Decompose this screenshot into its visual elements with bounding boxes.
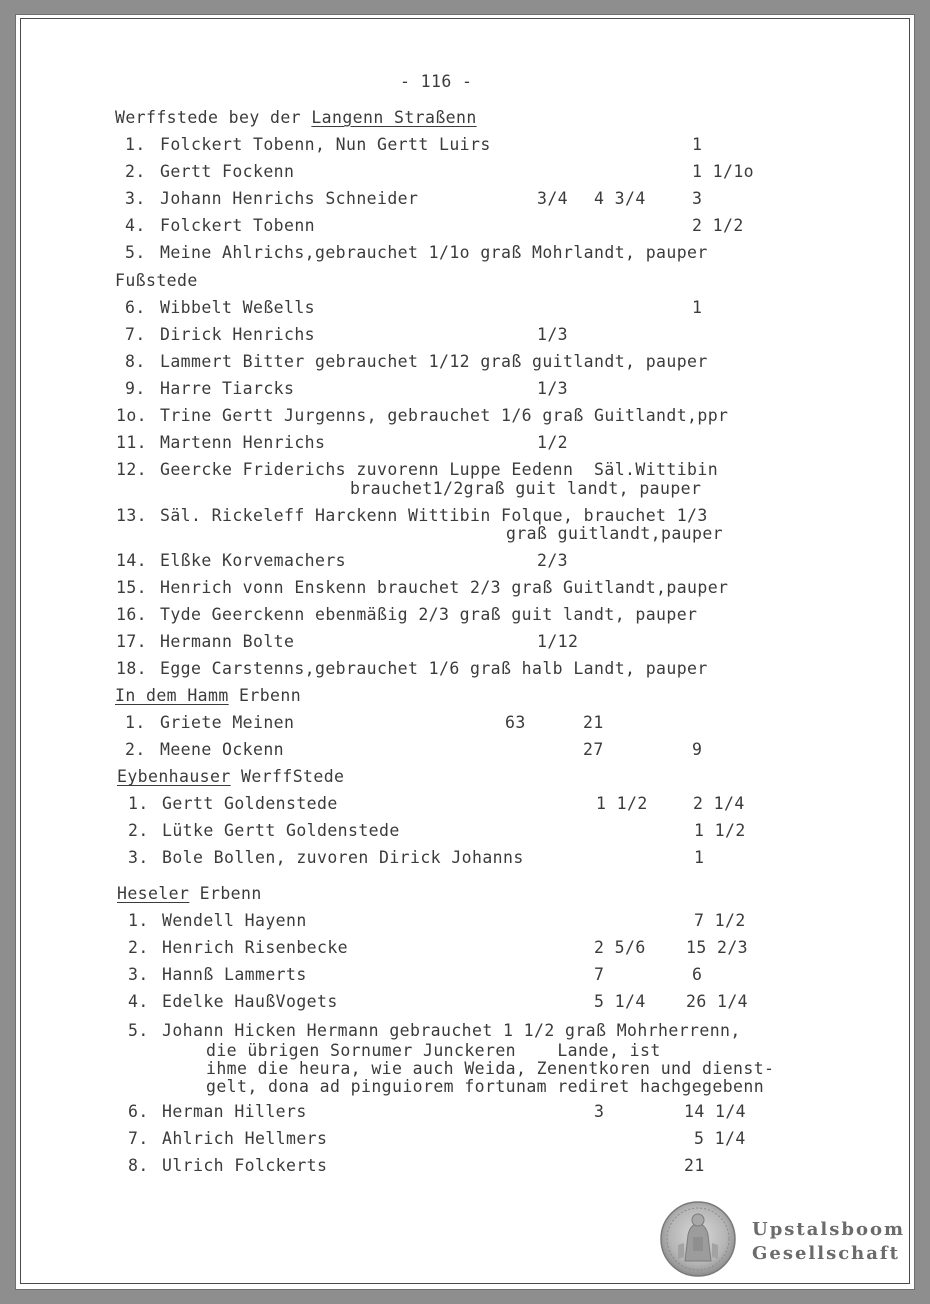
entry-name: Hermann Bolte <box>160 632 295 651</box>
entry-value: 1/2 <box>537 433 569 452</box>
entry-name: Griete Meinen <box>160 713 295 732</box>
document-page <box>16 15 914 1289</box>
entry-number: 13. <box>116 506 148 525</box>
entry-value: 2 5/6 <box>594 938 646 957</box>
entry-name: Elßke Korvemachers <box>160 551 347 570</box>
entry-number: 1o. <box>116 406 148 425</box>
entry-name: Folckert Tobenn, Nun Gertt Luirs <box>160 135 491 154</box>
entry-number: 9. <box>125 379 146 398</box>
entry-name: Henrich vonn Enskenn brauchet 2/3 graß Guitlandt,pauper <box>160 578 729 597</box>
entry-value: 21 <box>583 713 604 732</box>
entry-name: Johann Henrichs Schneider <box>160 189 419 208</box>
entry-number: 2. <box>125 740 146 759</box>
brand-name-line2: Gesellschaft <box>752 1243 900 1264</box>
entry-name: Herman Hillers <box>162 1102 307 1121</box>
entry-value: 7 1/2 <box>694 911 746 930</box>
entry-value: 1/12 <box>537 632 579 651</box>
entry-number: 4. <box>128 992 149 1011</box>
entry-number: 14. <box>116 551 148 570</box>
brand-name-line1: Upstalsboom <box>752 1219 906 1240</box>
entry-continuation: brauchet1/2graß guit landt, pauper <box>350 479 702 498</box>
heading-underlined: Heseler <box>117 884 190 903</box>
entry-value: 3/4 <box>537 189 569 208</box>
entry-value: 5 1/4 <box>594 992 646 1011</box>
entry-value: 15 2/3 <box>686 938 749 957</box>
entry-name: Bole Bollen, zuvoren Dirick Johanns <box>162 848 524 867</box>
seal-icon <box>660 1201 736 1277</box>
entry-number: 12. <box>116 460 148 479</box>
entry-number: 1. <box>125 713 146 732</box>
entry-number: 6. <box>128 1102 149 1121</box>
entry-value: 3 <box>594 1102 605 1121</box>
entry-name: Geercke Friderichs zuvorenn Luppe Eedenn Säl.Wittibin <box>160 460 719 479</box>
entry-name: Meine Ahlrichs,gebrauchet 1/1o graß Mohrlandt, pauper <box>160 243 708 262</box>
entry-name: Lütke Gertt Goldenstede <box>162 821 400 840</box>
entry-name: Martenn Henrichs <box>160 433 326 452</box>
entry-continuation: ihme die heura, wie auch Weida, Zenentkoren und dienst- <box>206 1059 775 1078</box>
entry-name: Wibbelt Weßells <box>160 298 316 317</box>
entry-number: 18. <box>116 659 148 678</box>
entry-name: Wendell Hayenn <box>162 911 307 930</box>
entry-number: 3. <box>125 189 146 208</box>
section-heading-fuss: Fußstede <box>115 271 198 290</box>
entry-continuation: gelt, dona ad pinguiorem fortunam rediret hachgegebenn <box>206 1077 765 1096</box>
entry-number: 1. <box>125 135 146 154</box>
entry-value: 2 1/4 <box>693 794 745 813</box>
entry-value: 4 3/4 <box>594 189 646 208</box>
entry-name: Dirick Henrichs <box>160 325 316 344</box>
entry-number: 1. <box>128 794 149 813</box>
heading-suffix: WerffStede <box>230 767 345 786</box>
heading-suffix: Erbenn <box>189 884 262 903</box>
section-heading-langen <box>115 110 477 127</box>
entry-number: 3. <box>128 848 149 867</box>
entry-name: Johann Hicken Hermann gebrauchet 1 1/2 graß Mohrherrenn, <box>162 1021 741 1040</box>
entry-value: 2/3 <box>537 551 569 570</box>
entry-name: Lammert Bitter gebrauchet 1/12 graß guitlandt, pauper <box>160 352 708 371</box>
entry-value: 1 <box>694 848 705 867</box>
section-heading-heseler <box>117 886 262 903</box>
entry-number: 6. <box>125 298 146 317</box>
heading-underlined: Eybenhauser <box>117 767 231 786</box>
entry-number: 2. <box>125 162 146 181</box>
entry-name: Hannß Lammerts <box>162 965 307 984</box>
entry-value: 5 1/4 <box>694 1129 746 1148</box>
entry-continuation: die übrigen Sornumer Junckeren Lande, ist <box>206 1041 661 1060</box>
entry-value: 9 <box>692 740 703 759</box>
entry-name: Säl. Rickeleff Harckenn Wittibin Folque, brauchet 1/3 <box>160 506 708 525</box>
entry-number: 2. <box>128 821 149 840</box>
heading-underlined: In dem Hamm <box>115 686 229 705</box>
entry-name: Henrich Risenbecke <box>162 938 349 957</box>
section-heading-eybenhauser <box>117 769 344 786</box>
entry-name: Trine Gertt Jurgenns, gebrauchet 1/6 graß Guitlandt,ppr <box>160 406 729 425</box>
entry-value: 3 <box>692 189 703 208</box>
heading-prefix: Werffstede bey der <box>115 108 312 127</box>
entry-name: Gertt Fockenn <box>160 162 295 181</box>
entry-name: Ahlrich Hellmers <box>162 1129 328 1148</box>
section-heading-hamm <box>115 688 301 705</box>
entry-value: 63 <box>505 713 526 732</box>
entry-value: 1 1/2 <box>694 821 746 840</box>
entry-number: 17. <box>116 632 148 651</box>
entry-continuation: graß guitlandt,pauper <box>506 524 724 543</box>
entry-value: 1 1/1o <box>692 162 755 181</box>
entry-number: 8. <box>128 1156 149 1175</box>
entry-value: 7 <box>594 965 605 984</box>
entry-value: 27 <box>583 740 604 759</box>
entry-name: Tyde Geerckenn ebenmäßig 2/3 graß guit landt, pauper <box>160 605 698 624</box>
entry-number: 16. <box>116 605 148 624</box>
entry-number: 4. <box>125 216 146 235</box>
entry-value: 1/3 <box>537 325 569 344</box>
entry-number: 11. <box>116 433 148 452</box>
entry-value: 26 1/4 <box>686 992 749 1011</box>
entry-value: 14 1/4 <box>684 1102 747 1121</box>
entry-value: 1/3 <box>537 379 569 398</box>
entry-number: 7. <box>128 1129 149 1148</box>
entry-value: 2 1/2 <box>692 216 744 235</box>
entry-name: Harre Tiarcks <box>160 379 295 398</box>
entry-number: 2. <box>128 938 149 957</box>
entry-value: 21 <box>684 1156 705 1175</box>
entry-number: 8. <box>125 352 146 371</box>
entry-number: 1. <box>128 911 149 930</box>
heading-underlined: Langenn Straßenn <box>311 108 477 127</box>
entry-value: 1 <box>692 135 703 154</box>
entry-number: 3. <box>128 965 149 984</box>
page-number: - 116 - <box>400 72 473 91</box>
entry-name: Egge Carstenns,gebrauchet 1/6 graß halb Landt, pauper <box>160 659 708 678</box>
entry-number: 5. <box>125 243 146 262</box>
entry-value: 6 <box>692 965 703 984</box>
entry-name: Edelke HaußVogets <box>162 992 338 1011</box>
entry-name: Meene Ockenn <box>160 740 285 759</box>
entry-value: 1 <box>692 298 703 317</box>
entry-value: 1 1/2 <box>596 794 648 813</box>
entry-name: Folckert Tobenn <box>160 216 316 235</box>
entry-number: 7. <box>125 325 146 344</box>
heading-suffix: Erbenn <box>228 686 302 705</box>
entry-number: 15. <box>116 578 148 597</box>
entry-name: Gertt Goldenstede <box>162 794 338 813</box>
entry-name: Ulrich Folckerts <box>162 1156 328 1175</box>
entry-number: 5. <box>128 1021 149 1040</box>
